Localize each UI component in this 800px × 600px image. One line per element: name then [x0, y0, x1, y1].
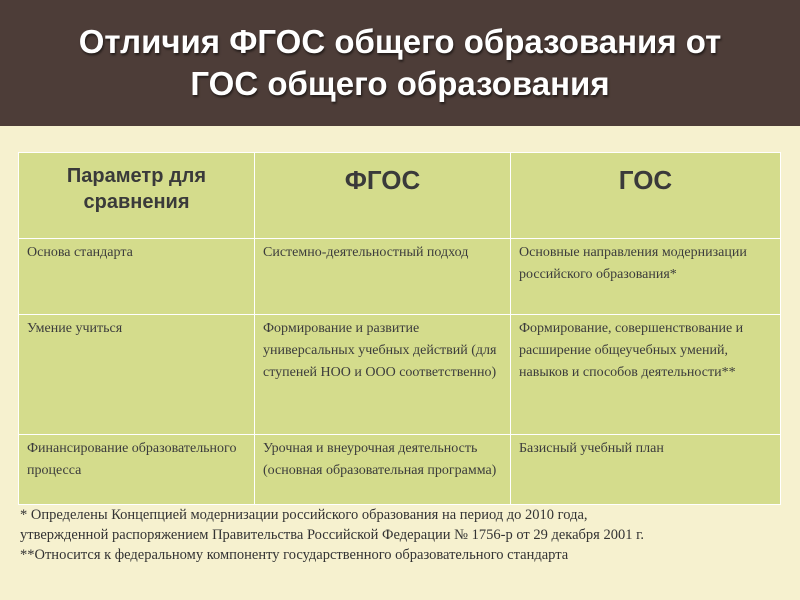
table-row — [19, 239, 781, 315]
row-parameter-cell: Финансирование образовательного процесса — [19, 435, 255, 505]
footnote-line: * Определены Концепцией модернизации российского образования на период до 2010 года, — [20, 507, 588, 523]
row-fgos-cell: Урочная и внеурочная деятельность (основная образовательная программа) — [255, 435, 511, 505]
row-fgos-cell: Системно-деятельностный подход — [255, 239, 511, 315]
page-title: Отличия ФГОС общего образования от ГОС общего образования — [78, 23, 722, 102]
header-gos: ГОС — [511, 153, 781, 239]
row-gos-cell: Базисный учебный план — [511, 435, 781, 505]
comparison-table — [18, 152, 781, 505]
table-row — [19, 435, 781, 505]
row-parameter-cell: Основа стандарта — [19, 239, 255, 315]
table-row — [19, 315, 781, 435]
header-parameter: Параметр для сравнения — [19, 153, 255, 239]
row-gos-cell: Формирование, совершенствование и расширение общеучебных умений, навыков и способов деятельности** — [511, 315, 781, 435]
row-parameter-cell: Умение учиться — [19, 315, 255, 435]
title-banner — [0, 0, 800, 126]
row-gos-cell: Основные направления модернизации российского образования* — [511, 239, 781, 315]
footnote-line: **Относится к федеральному компоненту государственного образовательного стандарта — [20, 547, 569, 563]
footnotes — [20, 505, 790, 565]
row-fgos-cell: Формирование и развитие универсальных учебных действий (для ступеней НОО и ООО соответственно) — [255, 315, 511, 435]
header-fgos: ФГОС — [255, 153, 511, 239]
table-header-row — [19, 153, 781, 239]
footnote-line: утвержденной распоряжением Правительства Российской Федерации № 1756-р от 29 декабря 2001 г. — [20, 527, 645, 543]
